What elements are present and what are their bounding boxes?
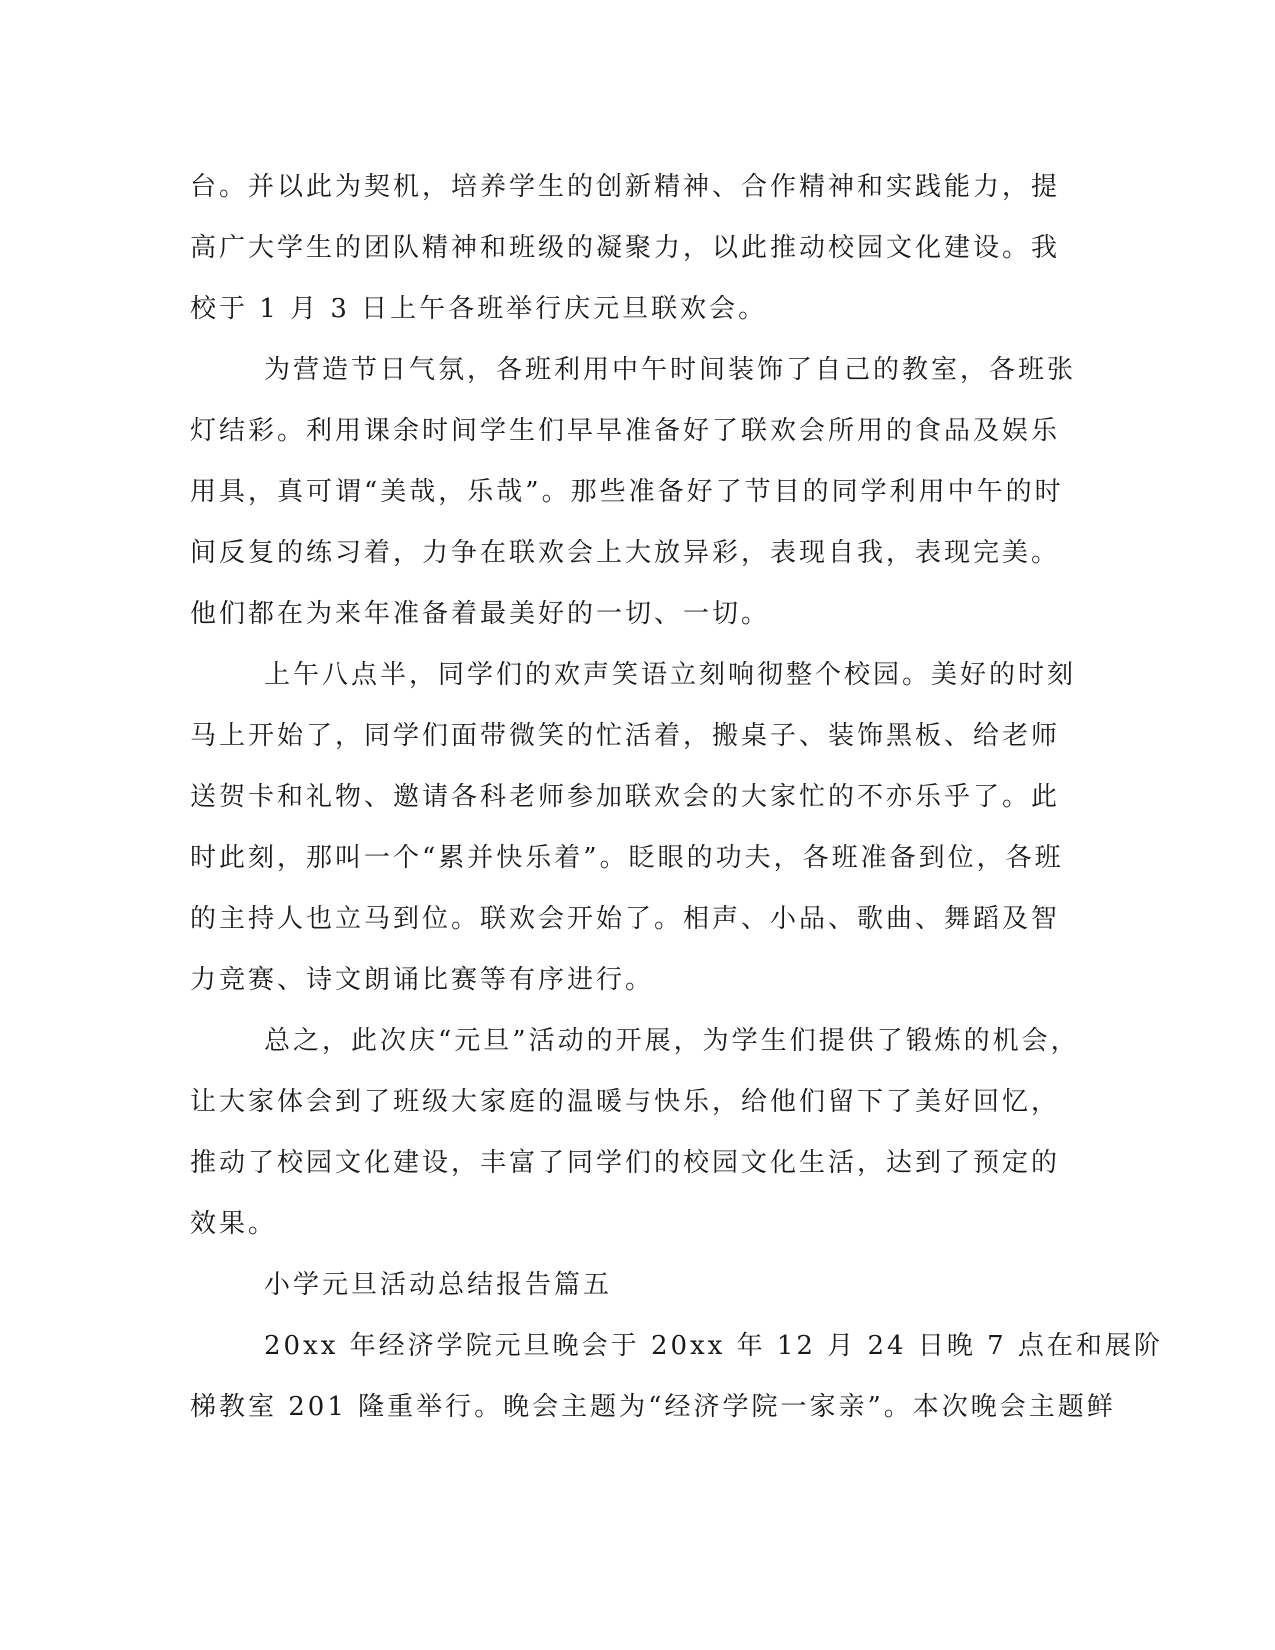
text-line: 梯教室 201 隆重举行。晚会主题为“经济学院一家亲”。本次晚会主题鲜 <box>190 1392 1116 1422</box>
text-line: 台。并以此为契机，培养学生的创新精神、合作精神和实践能力，提 <box>190 172 1061 202</box>
text-line: 高广大学生的团队精神和班级的凝聚力，以此推动校园文化建设。我 <box>190 233 1061 263</box>
paragraph-start-line: 总之，此次庆“元旦”活动的开展，为学生们提供了锻炼的机会， <box>264 1026 1080 1056</box>
paragraph-start-line: 为营造节日气氛，各班利用中午时间装饰了自己的教室，各班张 <box>264 355 1077 385</box>
text-line: 力竞赛、诗文朗诵比赛等有序进行。 <box>190 965 655 995</box>
text-line: 的主持人也立马到位。联欢会开始了。相声、小品、歌曲、舞蹈及智 <box>190 904 1061 934</box>
text-line: 让大家体会到了班级大家庭的温暖与快乐，给他们留下了美好回忆， <box>190 1087 1061 1117</box>
document-body <box>190 157 1163 1438</box>
text-line: 间反复的练习着，力争在联欢会上大放异彩，表现自我，表现完美。 <box>190 538 1061 568</box>
text-line: 马上开始了，同学们面带微笑的忙活着，搬桌子、装饰黑板、给老师 <box>190 721 1061 751</box>
text-line: 送贺卡和礼物、邀请各科老师参加联欢会的大家忙的不亦乐乎了。此 <box>190 782 1061 812</box>
text-line: 效果。 <box>190 1209 278 1239</box>
text-line: 他们都在为来年准备着最美好的一切、一切。 <box>190 599 771 629</box>
text-line: 灯结彩。利用课余时间学生们早早准备好了联欢会所用的食品及娱乐 <box>190 416 1061 446</box>
text-line: 时此刻，那叫一个“累并快乐着”。眨眼的功夫，各班准备到位，各班 <box>190 843 1064 873</box>
paragraph-start-line: 上午八点半，同学们的欢声笑语立刻响彻整个校园。美好的时刻 <box>264 660 1077 690</box>
text-line: 推动了校园文化建设，丰富了同学们的校园文化生活，达到了预定的 <box>190 1148 1061 1178</box>
text-line: 用具，真可谓“美哉，乐哉”。那些准备好了节目的同学利用中午的时 <box>190 477 1064 507</box>
text-line: 校于 1 月 3 日上午各班举行庆元旦联欢会。 <box>190 294 768 324</box>
section-heading: 小学元旦活动总结报告篇五 <box>264 1270 613 1300</box>
paragraph-start-line: 20xx 年经济学院元旦晚会于 20xx 年 12 月 24 日晚 7 点在和展阶 <box>264 1331 1163 1361</box>
